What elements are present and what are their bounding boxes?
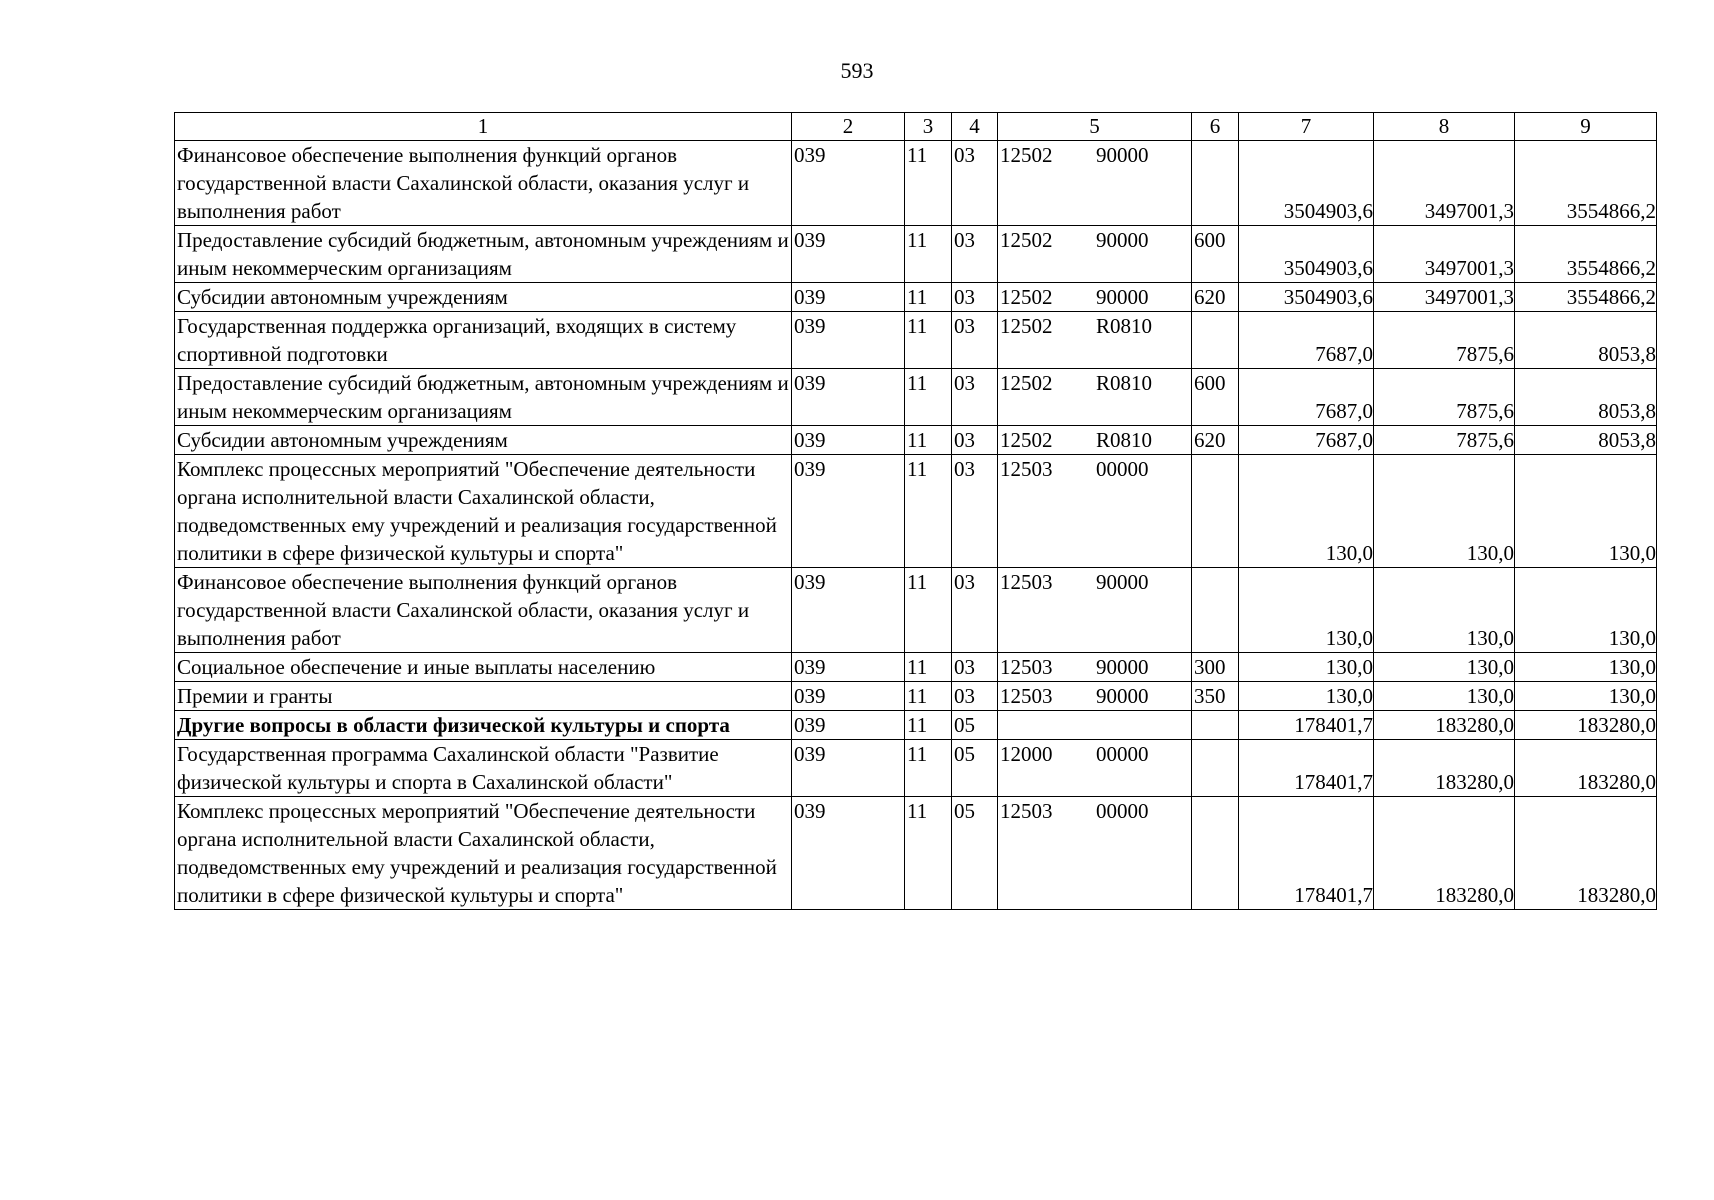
row-name: Премии и гранты: [175, 682, 792, 711]
code-subsection: 03: [952, 568, 998, 653]
code-admin: 039: [792, 312, 905, 369]
amount-year-2: 183280,0: [1374, 740, 1515, 797]
amount-year-1: 130,0: [1239, 568, 1374, 653]
code-expense-type: 600: [1192, 226, 1239, 283]
amount-year-3: 183280,0: [1515, 797, 1657, 910]
code-admin: 039: [792, 426, 905, 455]
code-expense-type: [1192, 141, 1239, 226]
row-name: Комплекс процессных мероприятий "Обеспечение деятельности органа исполнительной власти Сахалинской области, подведомственных ему учреждений и реализация государственной политики в сфере физической культуры и спорта": [175, 455, 792, 568]
amount-year-3: 8053,8: [1515, 369, 1657, 426]
amount-year-2: 183280,0: [1374, 797, 1515, 910]
code-subsection: 05: [952, 711, 998, 740]
code-target-article: [998, 141, 1192, 226]
column-header-1: 1: [175, 113, 792, 141]
code-target-article: [998, 369, 1192, 426]
code-subsection: 03: [952, 312, 998, 369]
code-target-article: [998, 226, 1192, 283]
amount-year-3: 8053,8: [1515, 426, 1657, 455]
target-program-code: 12502: [1000, 314, 1053, 338]
code-subsection: 03: [952, 682, 998, 711]
target-program-code: 12502: [1000, 371, 1053, 395]
column-header-5: 5: [998, 113, 1192, 141]
column-header-6: 6: [1192, 113, 1239, 141]
code-admin: 039: [792, 568, 905, 653]
amount-year-3: 130,0: [1515, 455, 1657, 568]
amount-year-1: 130,0: [1239, 653, 1374, 682]
amount-year-2: 3497001,3: [1374, 226, 1515, 283]
amount-year-2: 3497001,3: [1374, 141, 1515, 226]
code-target-article: [998, 312, 1192, 369]
code-target-article: [998, 568, 1192, 653]
code-subsection: 03: [952, 226, 998, 283]
column-header-8: 8: [1374, 113, 1515, 141]
target-direction-code: 90000: [1096, 655, 1149, 679]
row-name: Субсидии автономным учреждениям: [175, 283, 792, 312]
table-row: [175, 312, 1657, 369]
code-section: 11: [905, 283, 952, 312]
code-section: 11: [905, 312, 952, 369]
row-name: Комплекс процессных мероприятий "Обеспечение деятельности органа исполнительной власти Сахалинской области, подведомственных ему учреждений и реализация государственной политики в сфере физической культуры и спорта": [175, 797, 792, 910]
code-target-article: [998, 283, 1192, 312]
row-name: Другие вопросы в области физической культуры и спорта: [175, 711, 792, 740]
amount-year-1: 3504903,6: [1239, 141, 1374, 226]
row-name: Субсидии автономным учреждениям: [175, 426, 792, 455]
code-admin: 039: [792, 455, 905, 568]
amount-year-1: 7687,0: [1239, 312, 1374, 369]
target-direction-code: R0810: [1096, 428, 1153, 452]
amount-year-2: 130,0: [1374, 455, 1515, 568]
column-header-2: 2: [792, 113, 905, 141]
row-name: Государственная поддержка организаций, входящих в систему спортивной подготовки: [175, 312, 792, 369]
code-target-article: [998, 455, 1192, 568]
amount-year-2: 130,0: [1374, 568, 1515, 653]
target-program-code: 12502: [1000, 428, 1053, 452]
amount-year-1: 178401,7: [1239, 797, 1374, 910]
row-name: Социальное обеспечение и иные выплаты населению: [175, 653, 792, 682]
amount-year-1: 7687,0: [1239, 426, 1374, 455]
row-name: Предоставление субсидий бюджетным, автономным учреждениям и иным некоммерческим организациям: [175, 226, 792, 283]
code-section: 11: [905, 369, 952, 426]
code-section: 11: [905, 568, 952, 653]
column-header-4: 4: [952, 113, 998, 141]
target-direction-code: 90000: [1096, 570, 1149, 594]
amount-year-2: 130,0: [1374, 682, 1515, 711]
amount-year-3: 130,0: [1515, 568, 1657, 653]
code-expense-type: 620: [1192, 283, 1239, 312]
page-number: 593: [840, 58, 874, 83]
amount-year-3: 183280,0: [1515, 711, 1657, 740]
code-expense-type: [1192, 740, 1239, 797]
code-admin: 039: [792, 740, 905, 797]
target-program-code: 12502: [1000, 285, 1053, 309]
target-direction-code: 90000: [1096, 684, 1149, 708]
code-section: 11: [905, 653, 952, 682]
amount-year-3: 3554866,2: [1515, 226, 1657, 283]
table-row: [175, 426, 1657, 455]
code-target-article: [998, 682, 1192, 711]
code-expense-type: [1192, 455, 1239, 568]
code-admin: 039: [792, 682, 905, 711]
target-direction-code: 90000: [1096, 285, 1149, 309]
target-program-code: 12503: [1000, 799, 1053, 823]
target-program-code: 12000: [1000, 742, 1053, 766]
table-row: [175, 682, 1657, 711]
code-expense-type: 620: [1192, 426, 1239, 455]
target-direction-code: 90000: [1096, 143, 1149, 167]
amount-year-2: 3497001,3: [1374, 283, 1515, 312]
code-subsection: 03: [952, 283, 998, 312]
code-target-article: [998, 711, 1192, 740]
amount-year-1: 178401,7: [1239, 711, 1374, 740]
target-direction-code: R0810: [1096, 371, 1153, 395]
amount-year-1: 3504903,6: [1239, 283, 1374, 312]
table-row: [175, 568, 1657, 653]
code-section: 11: [905, 682, 952, 711]
code-section: 11: [905, 426, 952, 455]
target-direction-code: 00000: [1096, 799, 1149, 823]
amount-year-3: 183280,0: [1515, 740, 1657, 797]
target-direction-code: R0810: [1096, 314, 1153, 338]
table-row: [175, 369, 1657, 426]
code-target-article: [998, 653, 1192, 682]
code-section: 11: [905, 226, 952, 283]
code-expense-type: 600: [1192, 369, 1239, 426]
target-direction-code: 90000: [1096, 228, 1149, 252]
header-row: [175, 113, 1657, 141]
row-name: Финансовое обеспечение выполнения функций органов государственной власти Сахалинской области, оказания услуг и выполнения работ: [175, 141, 792, 226]
code-target-article: [998, 426, 1192, 455]
code-subsection: 03: [952, 141, 998, 226]
code-admin: 039: [792, 369, 905, 426]
target-direction-code: 00000: [1096, 742, 1149, 766]
code-expense-type: [1192, 711, 1239, 740]
code-admin: 039: [792, 797, 905, 910]
code-section: 11: [905, 740, 952, 797]
code-expense-type: [1192, 568, 1239, 653]
row-name: Государственная программа Сахалинской области "Развитие физической культуры и спорта в Сахалинской области": [175, 740, 792, 797]
amount-year-2: 7875,6: [1374, 426, 1515, 455]
amount-year-2: 7875,6: [1374, 312, 1515, 369]
table-row: [175, 455, 1657, 568]
code-section: 11: [905, 455, 952, 568]
target-program-code: 12503: [1000, 684, 1053, 708]
code-expense-type: 350: [1192, 682, 1239, 711]
code-subsection: 03: [952, 369, 998, 426]
code-target-article: [998, 797, 1192, 910]
code-admin: 039: [792, 283, 905, 312]
code-target-article: [998, 740, 1192, 797]
code-admin: 039: [792, 653, 905, 682]
target-program-code: 12502: [1000, 143, 1053, 167]
code-subsection: 03: [952, 653, 998, 682]
budget-table: [174, 112, 1657, 910]
target-program-code: 12503: [1000, 570, 1053, 594]
table-row: [175, 283, 1657, 312]
table-row: [175, 653, 1657, 682]
target-direction-code: 00000: [1096, 457, 1149, 481]
column-header-3: 3: [905, 113, 952, 141]
amount-year-1: 130,0: [1239, 455, 1374, 568]
amount-year-3: 130,0: [1515, 653, 1657, 682]
amount-year-1: 178401,7: [1239, 740, 1374, 797]
amount-year-2: 130,0: [1374, 653, 1515, 682]
code-admin: 039: [792, 141, 905, 226]
row-name: Предоставление субсидий бюджетным, автономным учреждениям и иным некоммерческим организациям: [175, 369, 792, 426]
table-row: [175, 797, 1657, 910]
amount-year-2: 7875,6: [1374, 369, 1515, 426]
code-admin: 039: [792, 226, 905, 283]
amount-year-2: 183280,0: [1374, 711, 1515, 740]
code-expense-type: [1192, 797, 1239, 910]
column-header-9: 9: [1515, 113, 1657, 141]
target-program-code: 12502: [1000, 228, 1053, 252]
code-subsection: 03: [952, 455, 998, 568]
table-row: [175, 711, 1657, 740]
amount-year-3: 130,0: [1515, 682, 1657, 711]
table-row: [175, 141, 1657, 226]
column-header-7: 7: [1239, 113, 1374, 141]
amount-year-1: 130,0: [1239, 682, 1374, 711]
table-row: [175, 226, 1657, 283]
table-row: [175, 740, 1657, 797]
code-subsection: 03: [952, 426, 998, 455]
code-expense-type: [1192, 312, 1239, 369]
code-section: 11: [905, 711, 952, 740]
code-expense-type: 300: [1192, 653, 1239, 682]
target-program-code: 12503: [1000, 457, 1053, 481]
amount-year-3: 8053,8: [1515, 312, 1657, 369]
amount-year-3: 3554866,2: [1515, 283, 1657, 312]
amount-year-1: 3504903,6: [1239, 226, 1374, 283]
target-program-code: 12503: [1000, 655, 1053, 679]
code-admin: 039: [792, 711, 905, 740]
amount-year-1: 7687,0: [1239, 369, 1374, 426]
code-subsection: 05: [952, 740, 998, 797]
row-name: Финансовое обеспечение выполнения функций органов государственной власти Сахалинской области, оказания услуг и выполнения работ: [175, 568, 792, 653]
code-subsection: 05: [952, 797, 998, 910]
code-section: 11: [905, 797, 952, 910]
amount-year-3: 3554866,2: [1515, 141, 1657, 226]
code-section: 11: [905, 141, 952, 226]
